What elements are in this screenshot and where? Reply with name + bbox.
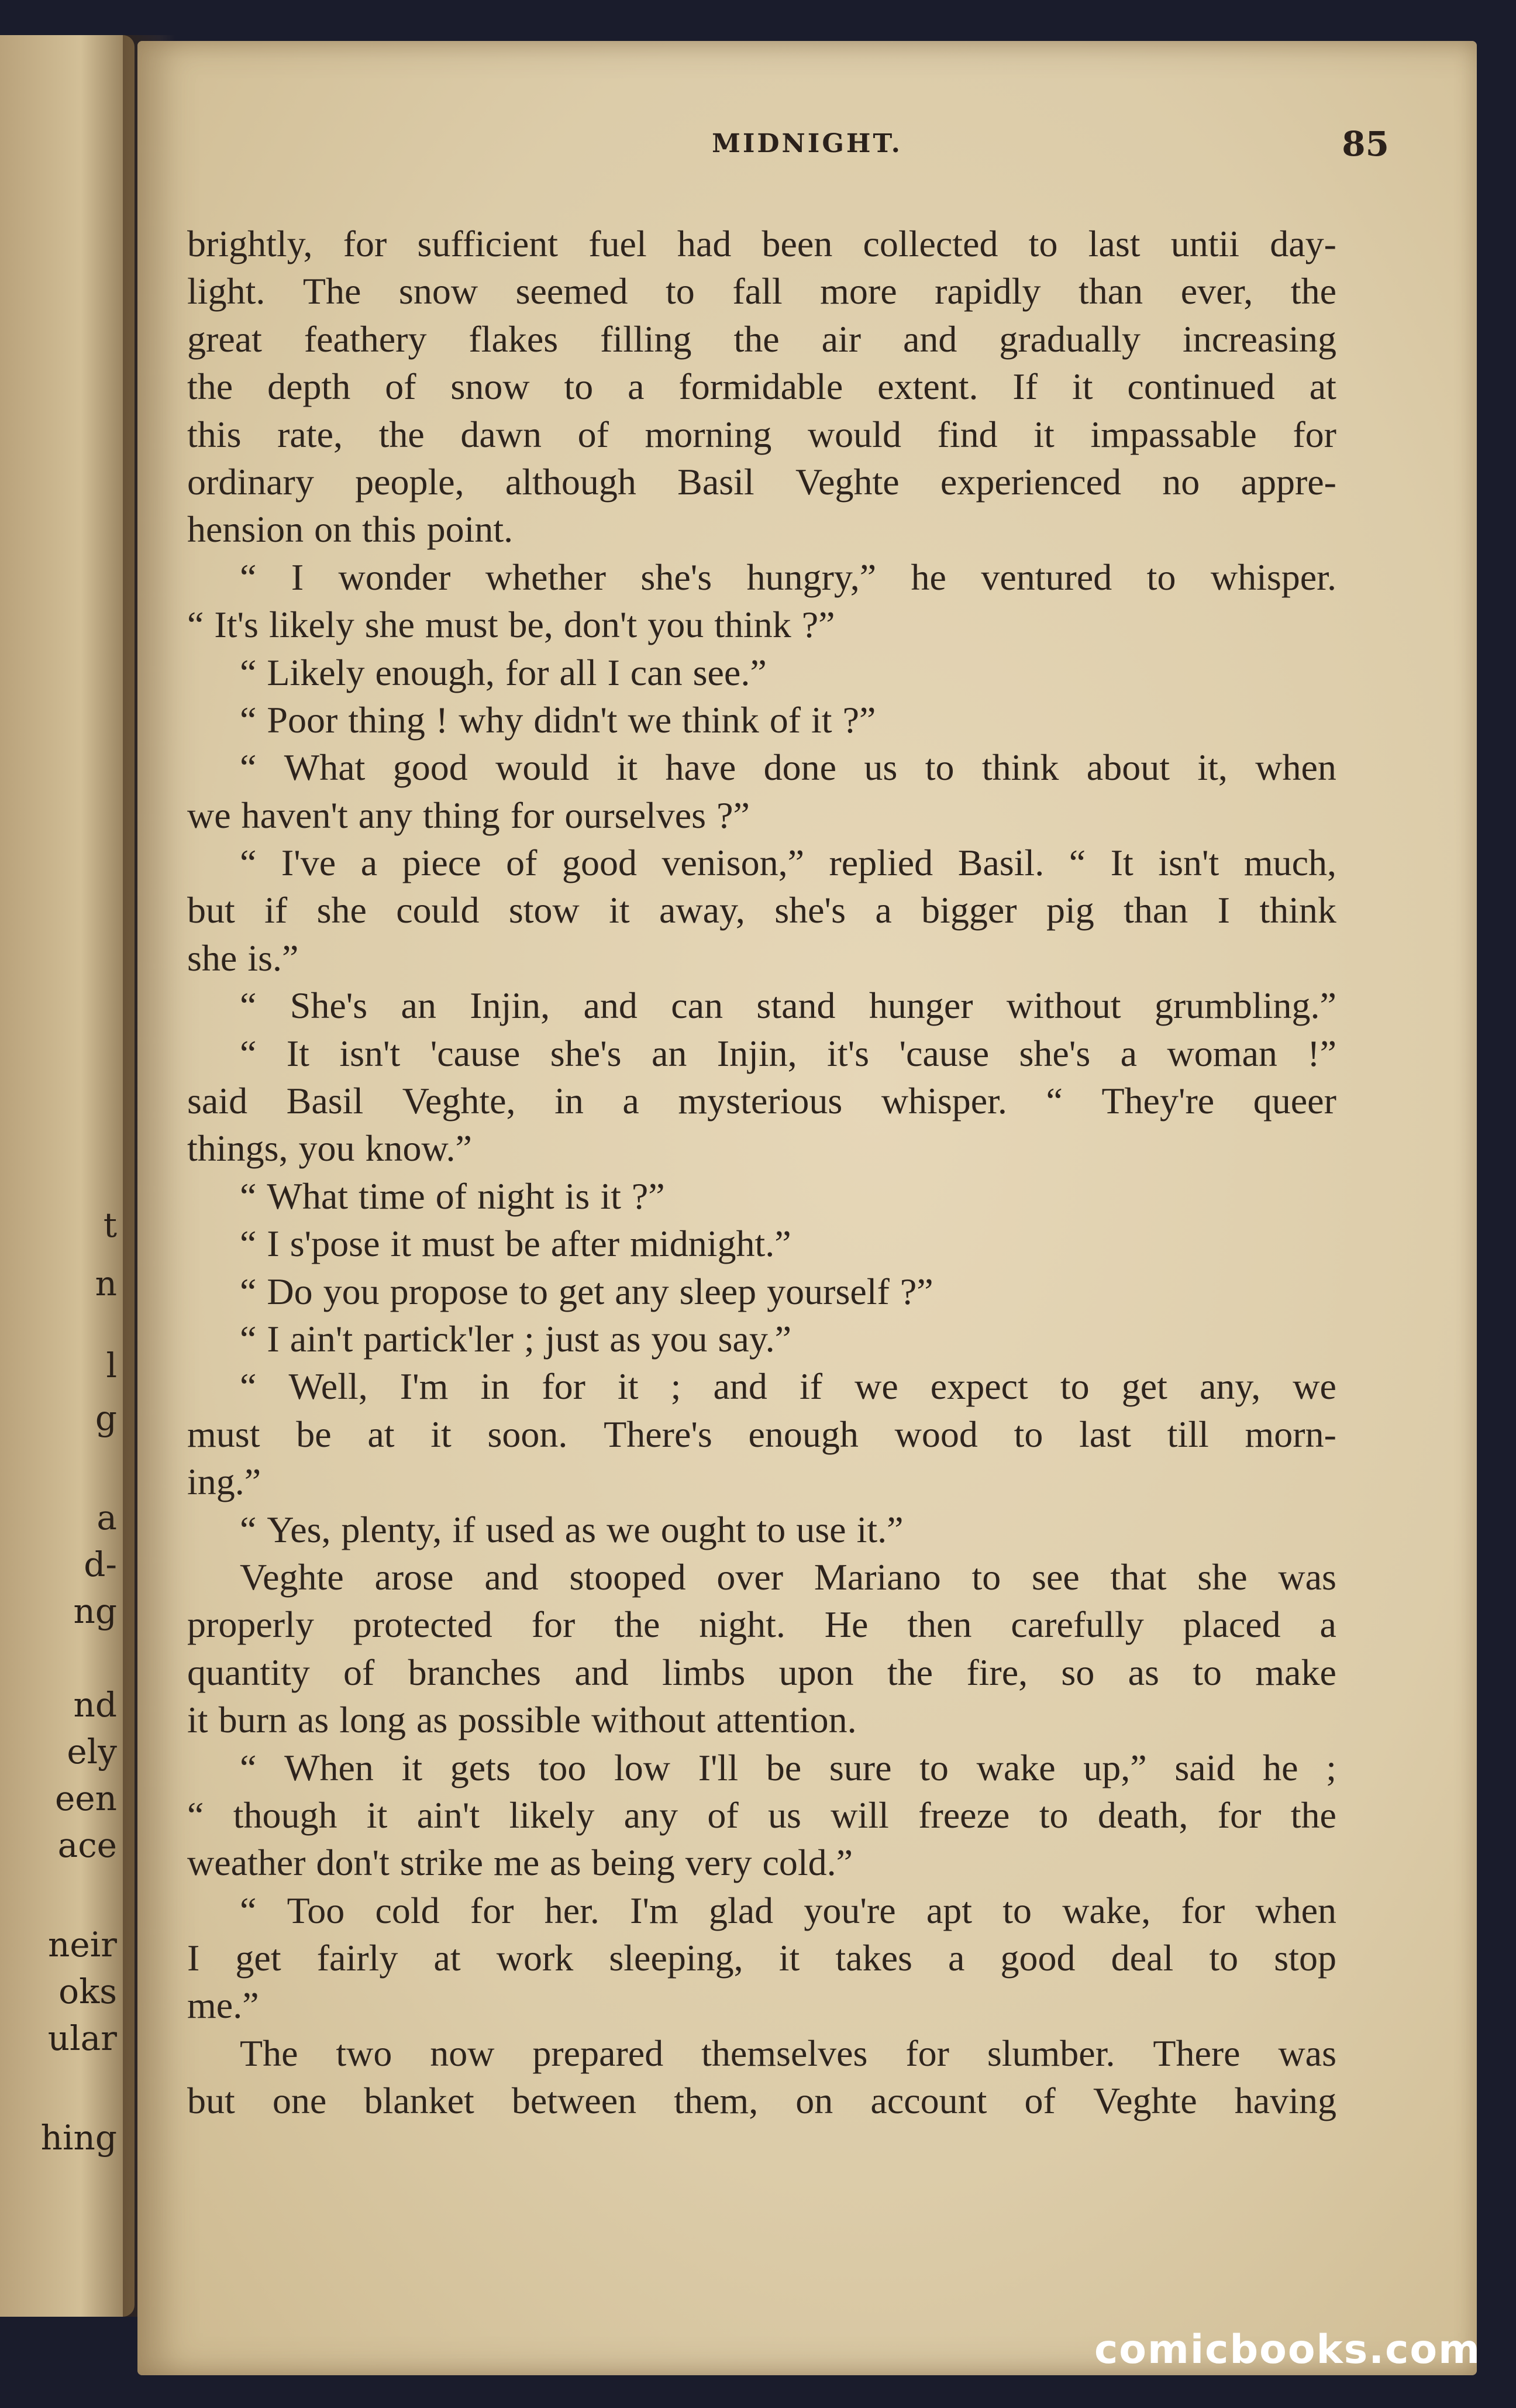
facing-page-fragment: g [95, 1398, 117, 1438]
text-line: “ Poor thing ! why didn't we think of it ?” [240, 699, 876, 741]
text-line: she is.” [187, 937, 299, 979]
page-number: 85 [1342, 124, 1389, 164]
facing-page-fragment: ely [67, 1732, 117, 1771]
text-line: this rate, the dawn of morning would find it impassable for [187, 413, 1336, 455]
text-line: hension on this point. [187, 508, 514, 551]
text-line: said Basil Veghte, in a mysterious whisper. “ They're queer [187, 1080, 1336, 1122]
text-line: “ Well, I'm in for it ; and if we expect to get any, we [240, 1365, 1336, 1408]
facing-page-fragment: een [54, 1779, 117, 1818]
text-line: “ Yes, plenty, if used as we ought to use it.” [240, 1508, 904, 1550]
text-line: I get fairly at work sleeping, it takes a good deal to stop [187, 1937, 1336, 1979]
text-line: great feathery flakes filling the air and gradually increasing [187, 318, 1336, 360]
body-text [187, 222, 1336, 2127]
text-line: ordinary people, although Basil Veghte experienced no appre- [187, 460, 1336, 503]
text-line: light. The snow seemed to fall more rapidly than ever, the [187, 270, 1336, 312]
site-watermark: comicbooks.com [1094, 2327, 1481, 2373]
text-line: The two now prepared themselves for slumber. There was [240, 2032, 1336, 2074]
text-line: “ Do you propose to get any sleep yourself ?” [240, 1270, 933, 1312]
text-line: we haven't any thing for ourselves ?” [187, 794, 750, 836]
text-line: me.” [187, 1984, 259, 2027]
text-line: “ What time of night is it ?” [240, 1175, 665, 1217]
facing-page-fragment: neir [48, 1925, 117, 1965]
facing-page-fragment: ng [73, 1591, 117, 1631]
text-line: brightly, for sufficient fuel had been collected to last untii day- [187, 223, 1336, 264]
text-line: “ It isn't 'cause she's an Injin, it's 'cause she's a woman !” [240, 1032, 1336, 1074]
text-line: “ It's likely she must be, don't you think ?” [187, 604, 835, 646]
facing-page-fragment: oks [58, 1972, 117, 2011]
facing-page-text-fragments [0, 35, 129, 2317]
text-line: “ I ain't partick'ler ; just as you say.” [240, 1317, 792, 1360]
running-head-title: MIDNIGHT. [712, 129, 902, 159]
text-line: must be at it soon. There's enough wood to last till morn- [187, 1413, 1336, 1455]
text-line: the depth of snow to a formidable extent. If it continued at [187, 366, 1336, 408]
facing-page-fragment: a [97, 1498, 117, 1537]
text-line: but one blanket between them, on account of Veghte having [187, 2080, 1336, 2122]
facing-page-fragment: ular [47, 2018, 117, 2058]
text-line: things, you know.” [187, 1127, 472, 1169]
facing-page-fragment: n [95, 1264, 117, 1303]
facing-page-fragment: ace [57, 1825, 117, 1865]
text-line: but if she could stow it away, she's a bigger pig than I think [187, 889, 1336, 931]
text-line: it burn as long as possible without attention. [187, 1699, 857, 1741]
facing-page-left [0, 35, 135, 2317]
facing-page-fragment: hing [40, 2118, 117, 2158]
text-line: “ Likely enough, for all I can see.” [240, 651, 767, 693]
text-line: “ She's an Injin, and can stand hunger without grumbling.” [240, 985, 1336, 1027]
text-line: “ Too cold for her. I'm glad you're apt to wake, for when [240, 1889, 1336, 1931]
text-line: “ I've a piece of good venison,” replied Basil. “ It isn't much, [240, 842, 1336, 884]
text-line: quantity of branches and limbs upon the fire, so as to make [187, 1651, 1336, 1693]
text-line: weather don't strike me as being very cold.” [187, 1842, 853, 1884]
text-line: “ When it gets too low I'll be sure to wake up,” said he ; [240, 1746, 1336, 1788]
text-line: “ What good would it have done us to think about it, when [240, 747, 1336, 789]
facing-page-fragment: l [106, 1346, 117, 1385]
facing-page-fragment: d- [84, 1544, 117, 1584]
text-line: ing.” [187, 1461, 261, 1503]
running-head [137, 124, 1477, 176]
text-line: properly protected for the night. He then carefully placed a [187, 1604, 1336, 1646]
facing-page-fragment: t [103, 1205, 117, 1245]
facing-page-fragment: nd [73, 1685, 117, 1725]
text-line: “ I s'pose it must be after midnight.” [240, 1223, 791, 1265]
text-line: “ though it ain't likely any of us will freeze to death, for the [187, 1794, 1336, 1836]
text-line: Veghte arose and stooped over Mariano to see that she was [240, 1556, 1336, 1598]
text-line: “ I wonder whether she's hungry,” he ventured to whisper. [240, 556, 1336, 598]
book-page [137, 41, 1477, 2375]
